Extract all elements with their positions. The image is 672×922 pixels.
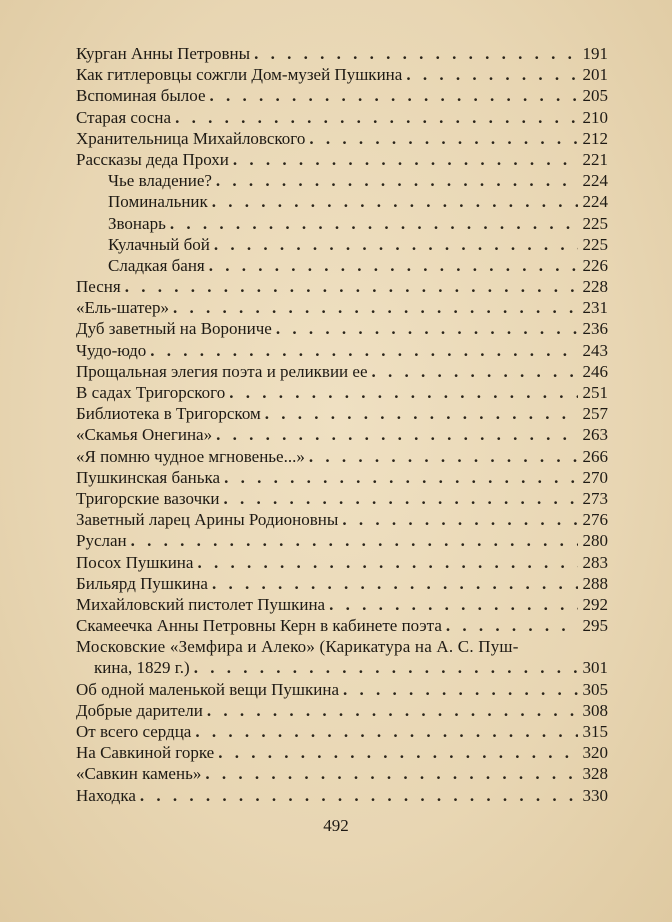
- toc-entry-title: Пушкинская банька: [76, 467, 221, 487]
- toc-subentry: [76, 234, 608, 255]
- toc-entry-page: 288: [582, 573, 608, 593]
- toc-entry: [76, 785, 608, 806]
- toc-entry-title: На Савкиной горке: [76, 743, 215, 763]
- toc-entry-title: Звонарь: [108, 213, 166, 233]
- toc-entry-page: 330: [582, 785, 608, 805]
- toc-entry-page: 226: [582, 255, 608, 275]
- toc-entry-title: Тригорские вазочки: [76, 488, 220, 508]
- toc-entry-page: 210: [582, 107, 608, 127]
- dot-leader: [173, 297, 578, 318]
- dot-leader: [170, 213, 578, 234]
- toc-entry-page: 221: [582, 149, 608, 169]
- toc-entry: [76, 509, 608, 530]
- toc-entry-page: 320: [582, 743, 608, 763]
- toc-entry-title: Посох Пушкина: [76, 552, 194, 572]
- toc-entry: [76, 594, 608, 615]
- dot-leader: [224, 467, 578, 488]
- toc-entry: [76, 721, 608, 742]
- dot-leader: [150, 340, 578, 361]
- toc-entry-page: 257: [582, 404, 608, 424]
- dot-leader: [197, 552, 578, 573]
- toc-entry-title: Заветный ларец Арины Родионовны: [76, 510, 339, 530]
- dot-leader: [214, 234, 578, 255]
- toc-entry-page: 225: [582, 234, 608, 254]
- toc-entry: [76, 276, 608, 297]
- table-of-contents: [76, 43, 608, 806]
- dot-leader: [207, 700, 578, 721]
- dot-leader: [209, 255, 578, 276]
- toc-entry-title: Сладкая баня: [108, 255, 205, 275]
- toc-entry-title: «Савкин камень»: [76, 764, 202, 784]
- toc-entry: [76, 361, 608, 382]
- dot-leader: [233, 149, 578, 170]
- toc-entry: [76, 530, 608, 551]
- toc-entry: [76, 467, 608, 488]
- dot-leader: [194, 657, 578, 678]
- dot-leader: [229, 382, 578, 403]
- dot-leader: [212, 191, 578, 212]
- toc-entry-page: 295: [582, 616, 608, 636]
- toc-entry-title: «Скамья Онегина»: [76, 425, 213, 445]
- toc-entry-title: Скамеечка Анны Петровны Керн в кабинете поэта: [76, 616, 442, 636]
- toc-entry-title: В садах Тригорского: [76, 383, 226, 402]
- toc-entry-title: Курган Анны Петровны: [76, 44, 251, 63]
- toc-entry-title: Рассказы деда Прохи: [76, 149, 229, 169]
- toc-entry: [76, 382, 608, 403]
- toc-entry: [76, 403, 608, 424]
- toc-entry-title-line2: кина, 1829 г.): [94, 658, 190, 678]
- toc-entry-page: 301: [582, 658, 608, 678]
- toc-entry-page: 308: [582, 700, 608, 720]
- toc-entry-page: 224: [582, 192, 608, 212]
- toc-entry-page: 251: [582, 383, 608, 402]
- toc-entry-page: 224: [582, 171, 608, 191]
- toc-entry-page: 205: [582, 86, 608, 106]
- toc-subentry: [76, 191, 608, 212]
- toc-entry-page: 243: [582, 340, 608, 360]
- toc-entry-title: Об одной маленькой вещи Пушкина: [76, 679, 340, 699]
- toc-entry-page: 305: [582, 679, 608, 699]
- toc-entry-title: Песня: [76, 277, 121, 297]
- toc-entry-page: 276: [582, 510, 608, 530]
- dot-leader: [265, 403, 578, 424]
- toc-entry: [76, 424, 608, 445]
- dot-leader: [224, 488, 578, 509]
- toc-entry: [76, 297, 608, 318]
- toc-entry-page: 263: [582, 425, 608, 445]
- toc-entry-title: Вспоминая былое: [76, 86, 206, 106]
- toc-entry: [76, 763, 608, 784]
- toc-entry-title: От всего сердца: [76, 722, 192, 741]
- dot-leader: [276, 318, 578, 339]
- dot-leader: [195, 721, 578, 742]
- dot-leader: [343, 679, 578, 700]
- dot-leader: [329, 594, 578, 615]
- toc-entry-title: «Ель-шатер»: [76, 298, 169, 318]
- toc-entry-page: 283: [582, 552, 608, 572]
- toc-entry-title: Кулачный бой: [108, 234, 210, 254]
- dot-leader: [205, 763, 578, 784]
- toc-entry-title: Чье владение?: [108, 171, 212, 191]
- toc-entry: [76, 446, 608, 467]
- dot-leader: [218, 742, 578, 763]
- dot-leader: [309, 128, 578, 149]
- dot-leader: [309, 446, 578, 467]
- toc-entry: [76, 107, 608, 128]
- toc-entry: [76, 573, 608, 594]
- toc-entry: [76, 85, 608, 106]
- toc-entry-page: 273: [582, 488, 608, 508]
- toc-entry-title: Руслан: [76, 531, 127, 551]
- toc-entry-title-line1: Московские «Земфира и Алеко» (Карикатура на А. С. Пуш-: [76, 637, 519, 657]
- toc-entry: [76, 149, 608, 170]
- dot-leader: [342, 509, 578, 530]
- dot-leader: [406, 64, 578, 85]
- toc-entry-title: Поминальник: [108, 192, 208, 212]
- toc-entry-multiline: [76, 636, 608, 678]
- toc-entry-title: Чудо-юдо: [76, 340, 147, 360]
- toc-entry-title: Михайловский пистолет Пушкина: [76, 594, 326, 614]
- toc-entry-page: 328: [582, 764, 608, 784]
- toc-entry: [76, 64, 608, 85]
- toc-entry: [76, 679, 608, 700]
- toc-entry-title: Как гитлеровцы сожгли Дом-музей Пушкина: [76, 65, 403, 85]
- toc-entry-page: 231: [582, 298, 608, 318]
- toc-entry-page: 292: [582, 594, 608, 614]
- toc-entry-page: 236: [582, 319, 608, 339]
- toc-subentry: [76, 213, 608, 234]
- toc-subentry: [76, 255, 608, 276]
- dot-leader: [372, 361, 579, 382]
- toc-entry-title: Хранительница Михайловского: [76, 128, 306, 148]
- toc-entry-title: Находка: [76, 785, 136, 805]
- toc-entry-title: Библиотека в Тригорском: [76, 404, 261, 424]
- dot-leader: [216, 170, 578, 191]
- dot-leader: [446, 615, 578, 636]
- toc-entry: [76, 615, 608, 636]
- toc-entry-title: Дуб заветный на Ворониче: [76, 319, 272, 339]
- toc-entry-page: 246: [582, 361, 608, 381]
- dot-leader: [254, 43, 578, 64]
- toc-entry: [76, 128, 608, 149]
- dot-leader: [216, 424, 578, 445]
- toc-subentry: [76, 170, 608, 191]
- toc-entry-page: 280: [582, 531, 608, 551]
- toc-entry-page: 191: [582, 44, 608, 63]
- dot-leader: [140, 785, 578, 806]
- toc-entry: [76, 552, 608, 573]
- toc-entry-title: Прощальная элегия поэта и реликвии ее: [76, 361, 368, 381]
- toc-entry-page: 225: [582, 213, 608, 233]
- toc-entry-title: «Я помню чудное мгновенье...»: [76, 446, 305, 466]
- dot-leader: [210, 85, 578, 106]
- toc-entry: [76, 318, 608, 339]
- toc-entry-page: 315: [582, 722, 608, 741]
- toc-entry: [76, 43, 608, 64]
- toc-entry-page: 228: [582, 277, 608, 297]
- toc-entry: [76, 742, 608, 763]
- toc-entry-title: Бильярд Пушкина: [76, 573, 208, 593]
- toc-entry-title: Добрые дарители: [76, 700, 203, 720]
- toc-entry-page: 270: [582, 467, 608, 487]
- dot-leader: [175, 107, 578, 128]
- dot-leader: [212, 573, 578, 594]
- toc-entry-page: 212: [582, 128, 608, 148]
- toc-entry: [76, 700, 608, 721]
- toc-entry: [76, 340, 608, 361]
- toc-entry-title: Старая сосна: [76, 107, 172, 127]
- dot-leader: [131, 530, 578, 551]
- toc-entry-line2: [76, 657, 608, 678]
- dot-leader: [125, 276, 578, 297]
- toc-entry-page: 201: [582, 65, 608, 85]
- toc-entry-page: 266: [582, 446, 608, 466]
- page-number: 492: [323, 816, 349, 835]
- toc-entry: [76, 488, 608, 509]
